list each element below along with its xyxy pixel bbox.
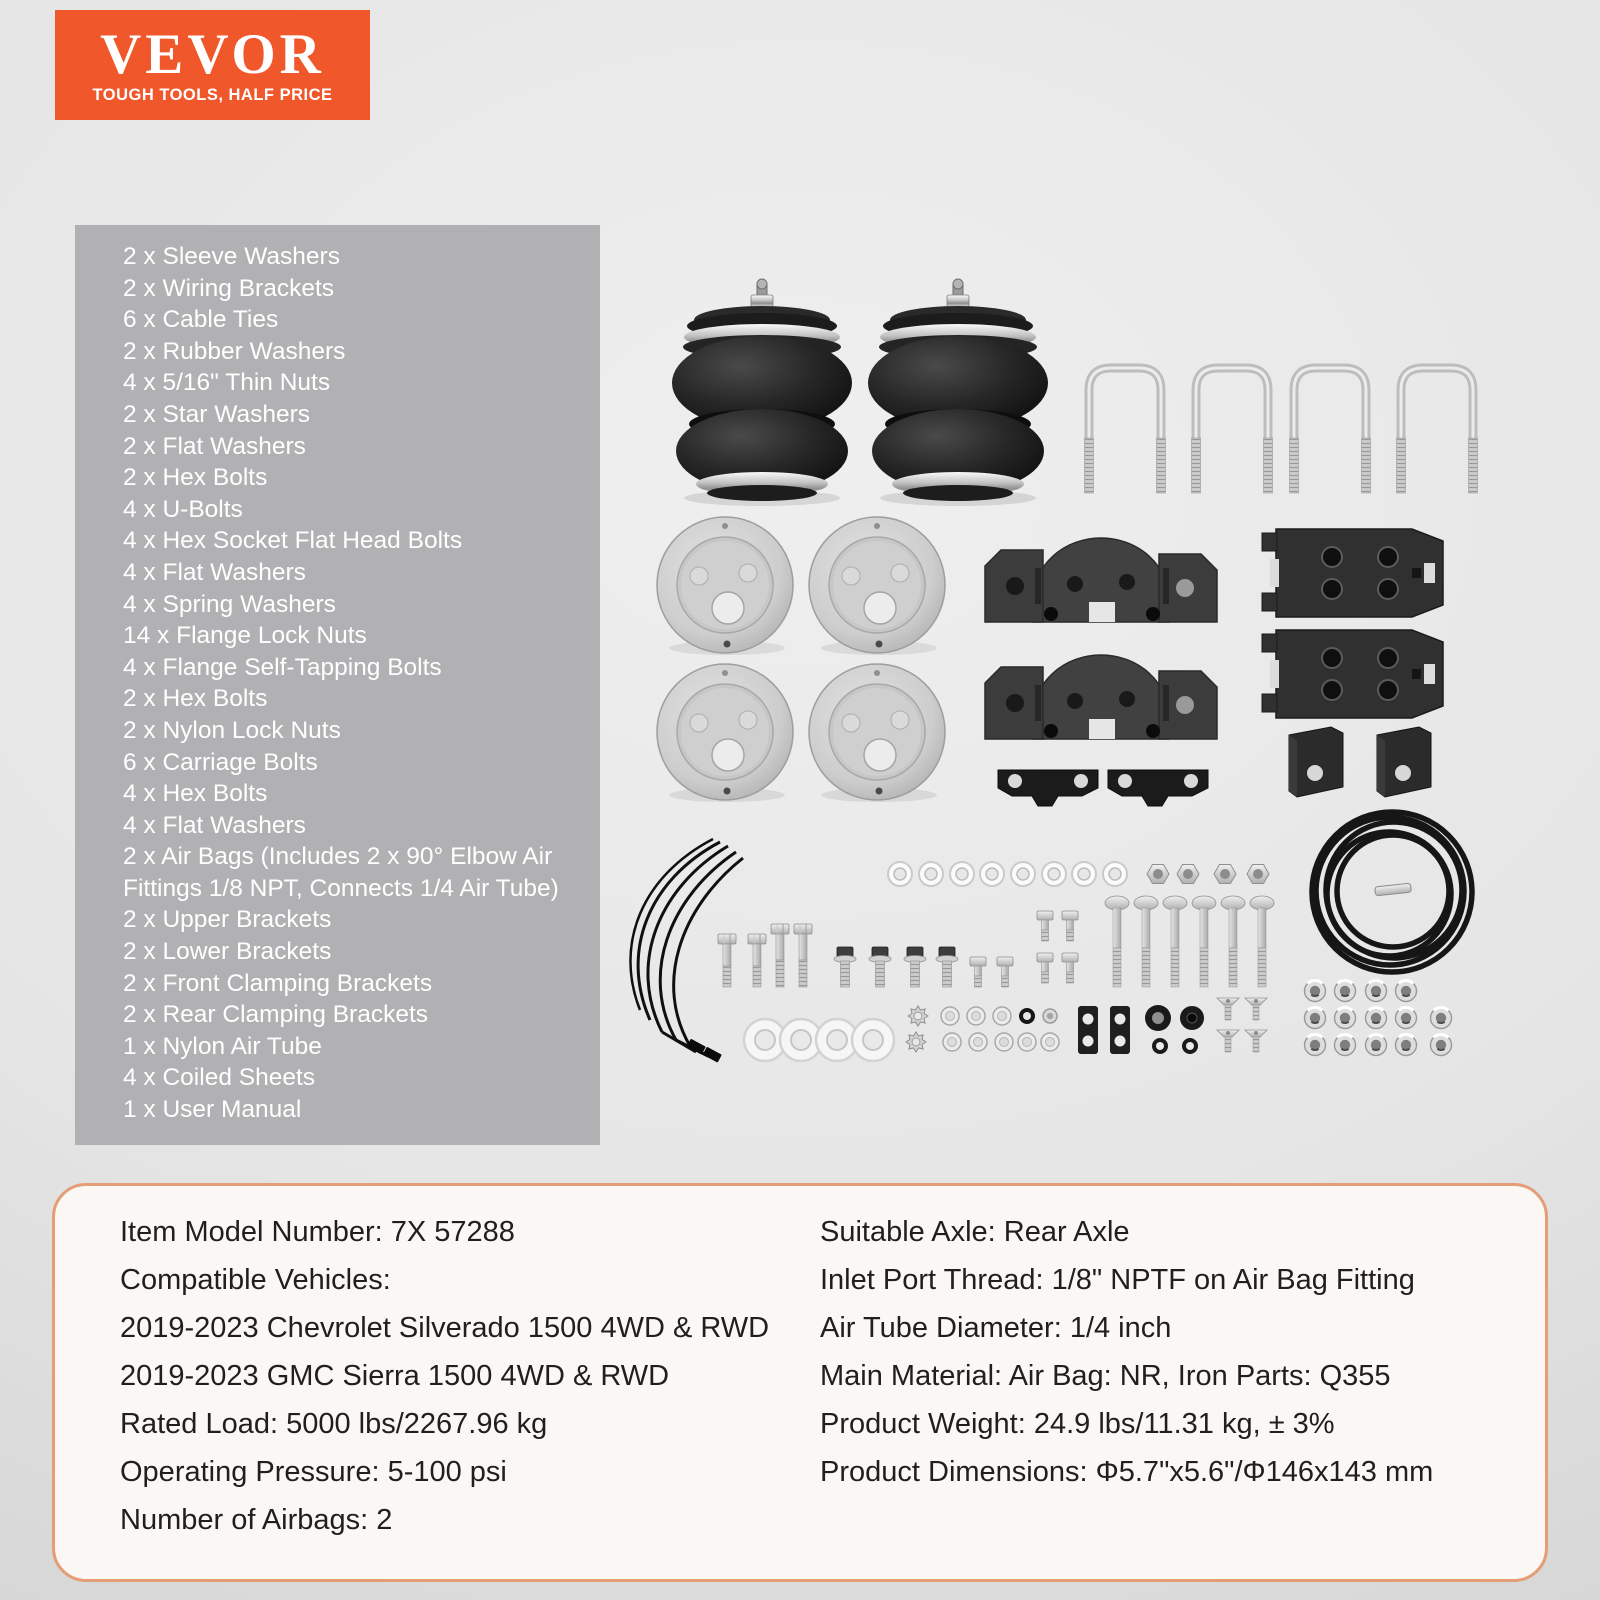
spec-column-left <box>120 1208 820 1544</box>
spec-line: Inlet Port Thread: 1/8" NPTF on Air Bag Fitting <box>820 1264 1415 1296</box>
parts-list-item: 2 x Flat Washers <box>123 432 306 460</box>
parts-list-item: 2 x Upper Brackets <box>123 906 332 934</box>
parts-list-item: 1 x User Manual <box>123 1096 302 1124</box>
coiled-sheet-plates-image <box>657 517 945 802</box>
front-clamping-brackets-image <box>998 770 1208 806</box>
parts-list-item: 4 x 5/16" Thin Nuts <box>123 369 331 397</box>
parts-list-item: 2 x Hex Bolts <box>123 685 268 713</box>
spec-line: Main Material: Air Bag: NR, Iron Parts: Q355 <box>820 1360 1391 1392</box>
hardware-fasteners-image <box>718 862 1274 1061</box>
parts-list-item: 14 x Flange Lock Nuts <box>123 622 367 650</box>
spec-line: Operating Pressure: 5-100 psi <box>120 1456 507 1488</box>
parts-list-item: 2 x Nylon Lock Nuts <box>123 716 341 744</box>
spec-line: Air Tube Diameter: 1/4 inch <box>820 1312 1172 1344</box>
parts-list-item: 2 x Wiring Brackets <box>123 274 335 302</box>
spec-panel <box>52 1183 1548 1582</box>
spec-line: Compatible Vehicles: <box>120 1264 391 1296</box>
spec-line: Product Dimensions: Φ5.7"x5.6"/Φ146x143 mm <box>820 1456 1434 1488</box>
parts-list-item: 4 x Hex Socket Flat Head Bolts <box>123 527 463 555</box>
parts-list-item: 6 x Cable Ties <box>123 306 279 334</box>
parts-list-item: 4 x Flat Washers <box>123 811 306 839</box>
spec-line: 2019-2023 GMC Sierra 1500 4WD & RWD <box>120 1360 670 1392</box>
spec-column-right <box>820 1208 1545 1496</box>
parts-list-item: 4 x Flange Self-Tapping Bolts <box>123 653 442 681</box>
product-photo-collage <box>600 240 1560 1100</box>
parts-list-item: 4 x Spring Washers <box>123 590 336 618</box>
parts-list-item: 4 x U-Bolts <box>123 495 243 523</box>
parts-list-item: 6 x Carriage Bolts <box>123 748 318 776</box>
rear-clamping-brackets-image <box>1289 727 1431 797</box>
parts-list-item: 2 x Rubber Washers <box>123 337 346 365</box>
parts-list-item: 1 x Nylon Air Tube <box>123 1032 322 1060</box>
u-bolts-image <box>1085 368 1478 493</box>
parts-list-item: 2 x Air Bags (Includes 2 x 90° Elbow Air Fittings 1/8 NPT, Connects 1/4 Air Tube) <box>123 843 559 902</box>
parts-list-panel <box>75 225 600 1145</box>
parts-list-item: 4 x Flat Washers <box>123 558 306 586</box>
parts-list-item: 2 x Hex Bolts <box>123 464 268 492</box>
parts-list-item: 2 x Sleeve Washers <box>123 243 340 270</box>
spec-line: Product Weight: 24.9 lbs/11.31 kg, ± 3% <box>820 1408 1335 1440</box>
flange-lock-nuts-image <box>1305 981 1452 1056</box>
spec-line: Item Model Number: 7X 57288 <box>120 1216 515 1248</box>
spec-line: 2019-2023 Chevrolet Silverado 1500 4WD & RWD <box>120 1312 770 1344</box>
spec-line: Number of Airbags: 2 <box>120 1504 393 1536</box>
upper-brackets-image <box>985 538 1217 739</box>
parts-list-item: 2 x Rear Clamping Brackets <box>123 1001 429 1029</box>
parts-list-item: 4 x Hex Bolts <box>123 780 268 808</box>
air-tube-coil-image <box>1312 812 1472 972</box>
air-bags-image <box>672 279 1048 506</box>
parts-list-item: 2 x Lower Brackets <box>123 938 332 966</box>
spec-line: Rated Load: 5000 lbs/2267.96 kg <box>120 1408 548 1440</box>
parts-list-item: 2 x Star Washers <box>123 400 310 428</box>
parts-list-item: 4 x Coiled Sheets <box>123 1064 316 1092</box>
spec-line: Suitable Axle: Rear Axle <box>820 1216 1130 1248</box>
brand-tagline: TOUGH TOOLS, HALF PRICE <box>92 85 333 104</box>
lower-brackets-image <box>1262 529 1443 718</box>
parts-list-item: 2 x Front Clamping Brackets <box>123 969 433 997</box>
brand-name: VEVOR <box>100 22 325 86</box>
vevor-logo <box>55 10 370 120</box>
